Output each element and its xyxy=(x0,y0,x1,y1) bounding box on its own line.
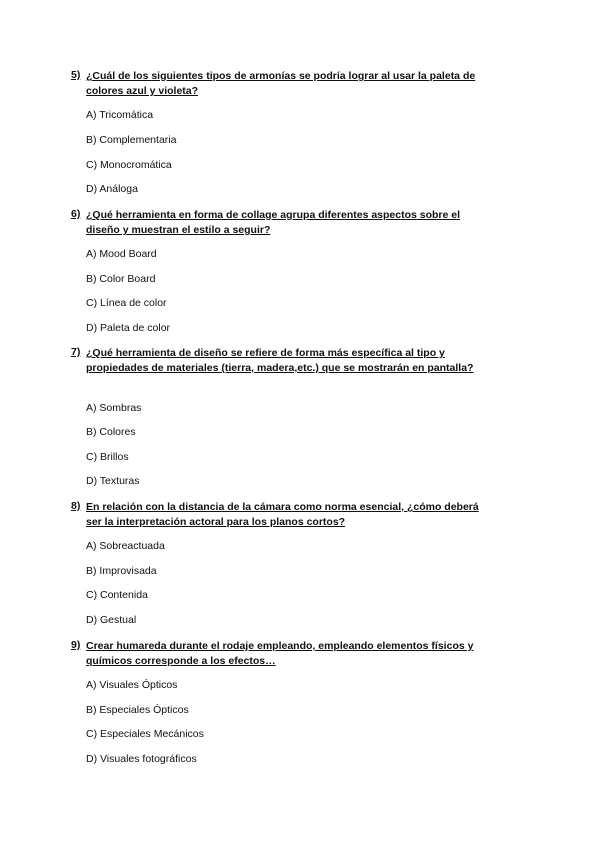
option-9a: A) Visuales Ópticos xyxy=(86,679,178,691)
question-9 xyxy=(71,639,486,669)
option-7a: A) Sombras xyxy=(86,402,142,414)
option-8c: C) Contenida xyxy=(86,589,148,601)
question-number: 9) xyxy=(71,639,81,651)
question-text: Crear humareda durante el rodaje empleando, empleando elementos físicos y químicos corresponde a los efectos… xyxy=(86,640,474,667)
question-text: ¿Qué herramienta de diseño se refiere de forma más específica al tipo y propiedades de materiales (tierra, madera,etc.) que se mostrarán en pantalla? xyxy=(86,347,474,374)
option-9d: D) Visuales fotográficos xyxy=(86,753,197,765)
question-number: 8) xyxy=(71,500,81,512)
option-9c: C) Especiales Mecánicos xyxy=(86,728,204,740)
option-6c: C) Línea de color xyxy=(86,297,167,309)
option-5b: B) Complementaria xyxy=(86,134,177,146)
option-7c: C) Brillos xyxy=(86,451,129,463)
option-6b: B) Color Board xyxy=(86,273,156,285)
option-6a: A) Mood Board xyxy=(86,248,157,260)
question-number: 6) xyxy=(71,208,81,220)
option-5d: D) Análoga xyxy=(86,183,138,195)
question-6 xyxy=(71,208,486,238)
question-text: ¿Cuál de los siguientes tipos de armonías se podría lograr al usar la paleta de colores azul y violeta? xyxy=(86,70,476,97)
question-8 xyxy=(71,500,486,530)
option-9b: B) Especiales Ópticos xyxy=(86,704,189,716)
option-7d: D) Texturas xyxy=(86,475,140,487)
question-5 xyxy=(71,69,486,99)
option-7b: B) Colores xyxy=(86,426,136,438)
question-number: 5) xyxy=(71,69,81,81)
question-text: En relación con la distancia de la cámara como norma esencial, ¿cómo deberá ser la interpretación actoral para los planos cortos? xyxy=(86,501,479,528)
question-text: ¿Qué herramienta en forma de collage agrupa diferentes aspectos sobre el diseño y muestran el estilo a seguir? xyxy=(86,209,461,236)
option-5c: C) Monocromática xyxy=(86,159,172,171)
option-8d: D) Gestual xyxy=(86,614,137,626)
option-8b: B) Improvisada xyxy=(86,565,157,577)
option-6d: D) Paleta de color xyxy=(86,322,171,334)
question-7 xyxy=(71,346,486,376)
question-number: 7) xyxy=(71,346,81,358)
option-8a: A) Sobreactuada xyxy=(86,540,165,552)
option-5a: A) Tricomática xyxy=(86,109,154,121)
